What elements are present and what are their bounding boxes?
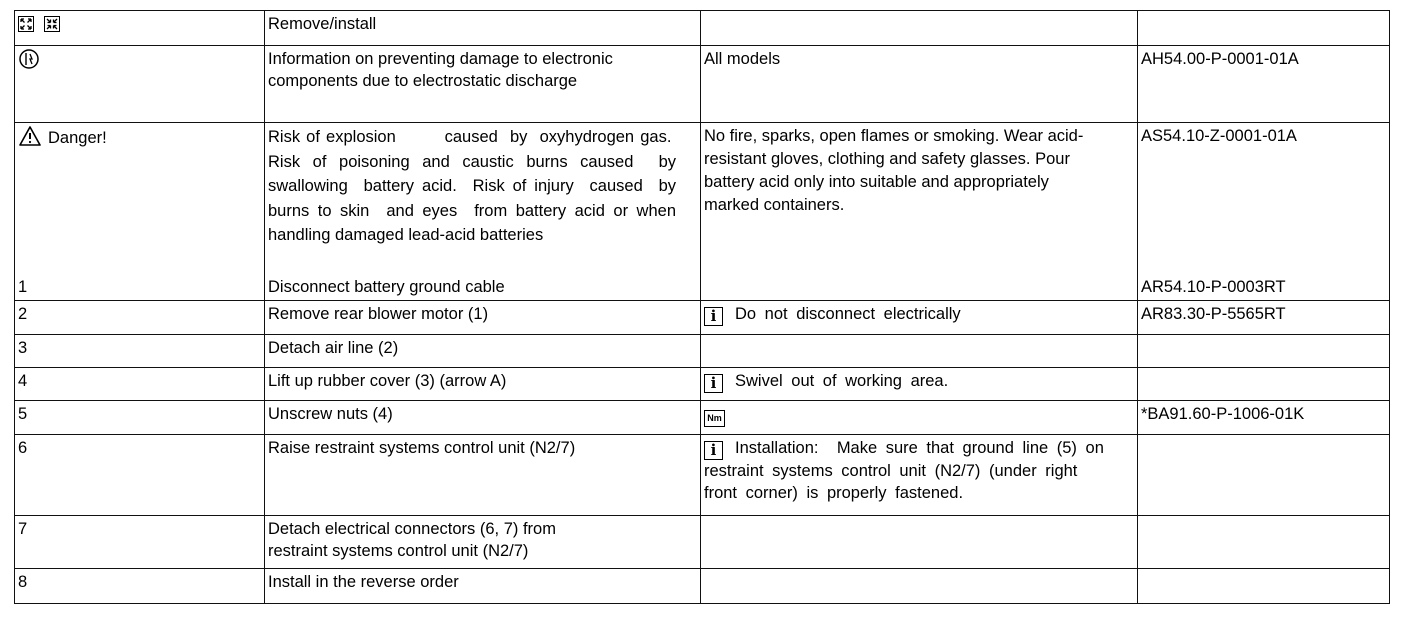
installation-label: Installation: (735, 439, 819, 457)
danger-text: Risk of explosion caused by oxyhydrogen gas. Risk of poisoning and caustic burns caused by swallowing battery acid. Risk of injury caused by burns to skin and eyes from battery acid or when handling damaged lead-acid batteries (268, 128, 676, 244)
table-row (15, 401, 1390, 435)
action-cell (265, 516, 701, 569)
table-row (15, 368, 1390, 401)
table-row (15, 301, 1390, 335)
step-cell: 6 (15, 435, 265, 516)
table-row (15, 516, 1390, 569)
table-row (15, 435, 1390, 516)
step-cell (15, 11, 265, 46)
note-cell (701, 516, 1138, 569)
ref-cell (1138, 516, 1390, 569)
table-row (15, 569, 1390, 604)
danger-ref: AS54.10-Z-0001-01A (1141, 127, 1297, 145)
table-row (15, 46, 1390, 123)
note-cell (701, 435, 1138, 516)
ref-cell (1138, 368, 1390, 401)
note-cell (701, 569, 1138, 604)
note-text: Make sure that ground line (5) on restraint systems control unit (N2/7) (under right front corner) is properly fastened. (704, 439, 1104, 502)
step-cell: 4 (15, 368, 265, 401)
table-row (15, 335, 1390, 368)
step-ref: AR54.10-P-0003RT (1141, 278, 1286, 296)
note-cell (701, 368, 1138, 401)
info-icon: i (704, 441, 723, 460)
danger-label: Danger! (48, 129, 107, 147)
step-cell: 2 (15, 301, 265, 335)
action-cell: Raise restraint systems control unit (N2/7) (265, 435, 701, 516)
note-text: Do not disconnect electrically (735, 305, 961, 323)
install-icon (44, 16, 60, 32)
note-text: Swivel out of working area. (735, 372, 949, 390)
ref-cell (1138, 569, 1390, 604)
note-cell (701, 335, 1138, 368)
step-cell (15, 123, 265, 301)
ref-cell (1138, 435, 1390, 516)
action-cell: Remove/install (265, 11, 701, 46)
table-row (15, 123, 1390, 301)
ref-cell (1138, 335, 1390, 368)
step-cell: 5 (15, 401, 265, 435)
step-action: Disconnect battery ground cable (268, 278, 505, 296)
procedure-table (14, 10, 1390, 604)
step-cell (15, 46, 265, 123)
note-cell (701, 123, 1138, 301)
step-number: 1 (18, 278, 28, 296)
step-cell: 3 (15, 335, 265, 368)
table-row (15, 11, 1390, 46)
ref-cell: *BA91.60-P-1006-01K (1138, 401, 1390, 435)
step-cell: 8 (15, 569, 265, 604)
action-cell (265, 123, 701, 301)
note-cell (701, 401, 1138, 435)
note-cell (701, 11, 1138, 46)
info-icon: i (704, 374, 723, 393)
torque-icon: Nm (704, 410, 725, 427)
action-cell: Lift up rubber cover (3) (arrow A) (265, 368, 701, 401)
action-cell: Remove rear blower motor (1) (265, 301, 701, 335)
remove-icon (18, 16, 34, 32)
danger-note: No fire, sparks, open flames or smoking. Wear acid-resistant gloves, clothing and safety glasses. Pour battery acid only into suitable and appropriately marked containers. (704, 127, 1084, 214)
ref-cell (1138, 123, 1390, 301)
action-cell: Install in the reverse order (265, 569, 701, 604)
action-cell: Information on preventing damage to electronic components due to electrostatic discharge (265, 46, 701, 123)
note-cell: All models (701, 46, 1138, 123)
info-icon: i (704, 307, 723, 326)
ref-cell: AR83.30-P-5565RT (1138, 301, 1390, 335)
warning-triangle-icon (18, 125, 42, 147)
note-cell (701, 301, 1138, 335)
action-text: Detach electrical connectors (6, 7) from restraint systems control unit (N2/7) (268, 520, 556, 560)
step-cell: 7 (15, 516, 265, 569)
ref-cell: AH54.00-P-0001-01A (1138, 46, 1390, 123)
esd-caution-icon (18, 48, 40, 70)
action-cell: Detach air line (2) (265, 335, 701, 368)
installation-note (704, 437, 1109, 504)
ref-cell (1138, 11, 1390, 46)
action-cell: Unscrew nuts (4) (265, 401, 701, 435)
